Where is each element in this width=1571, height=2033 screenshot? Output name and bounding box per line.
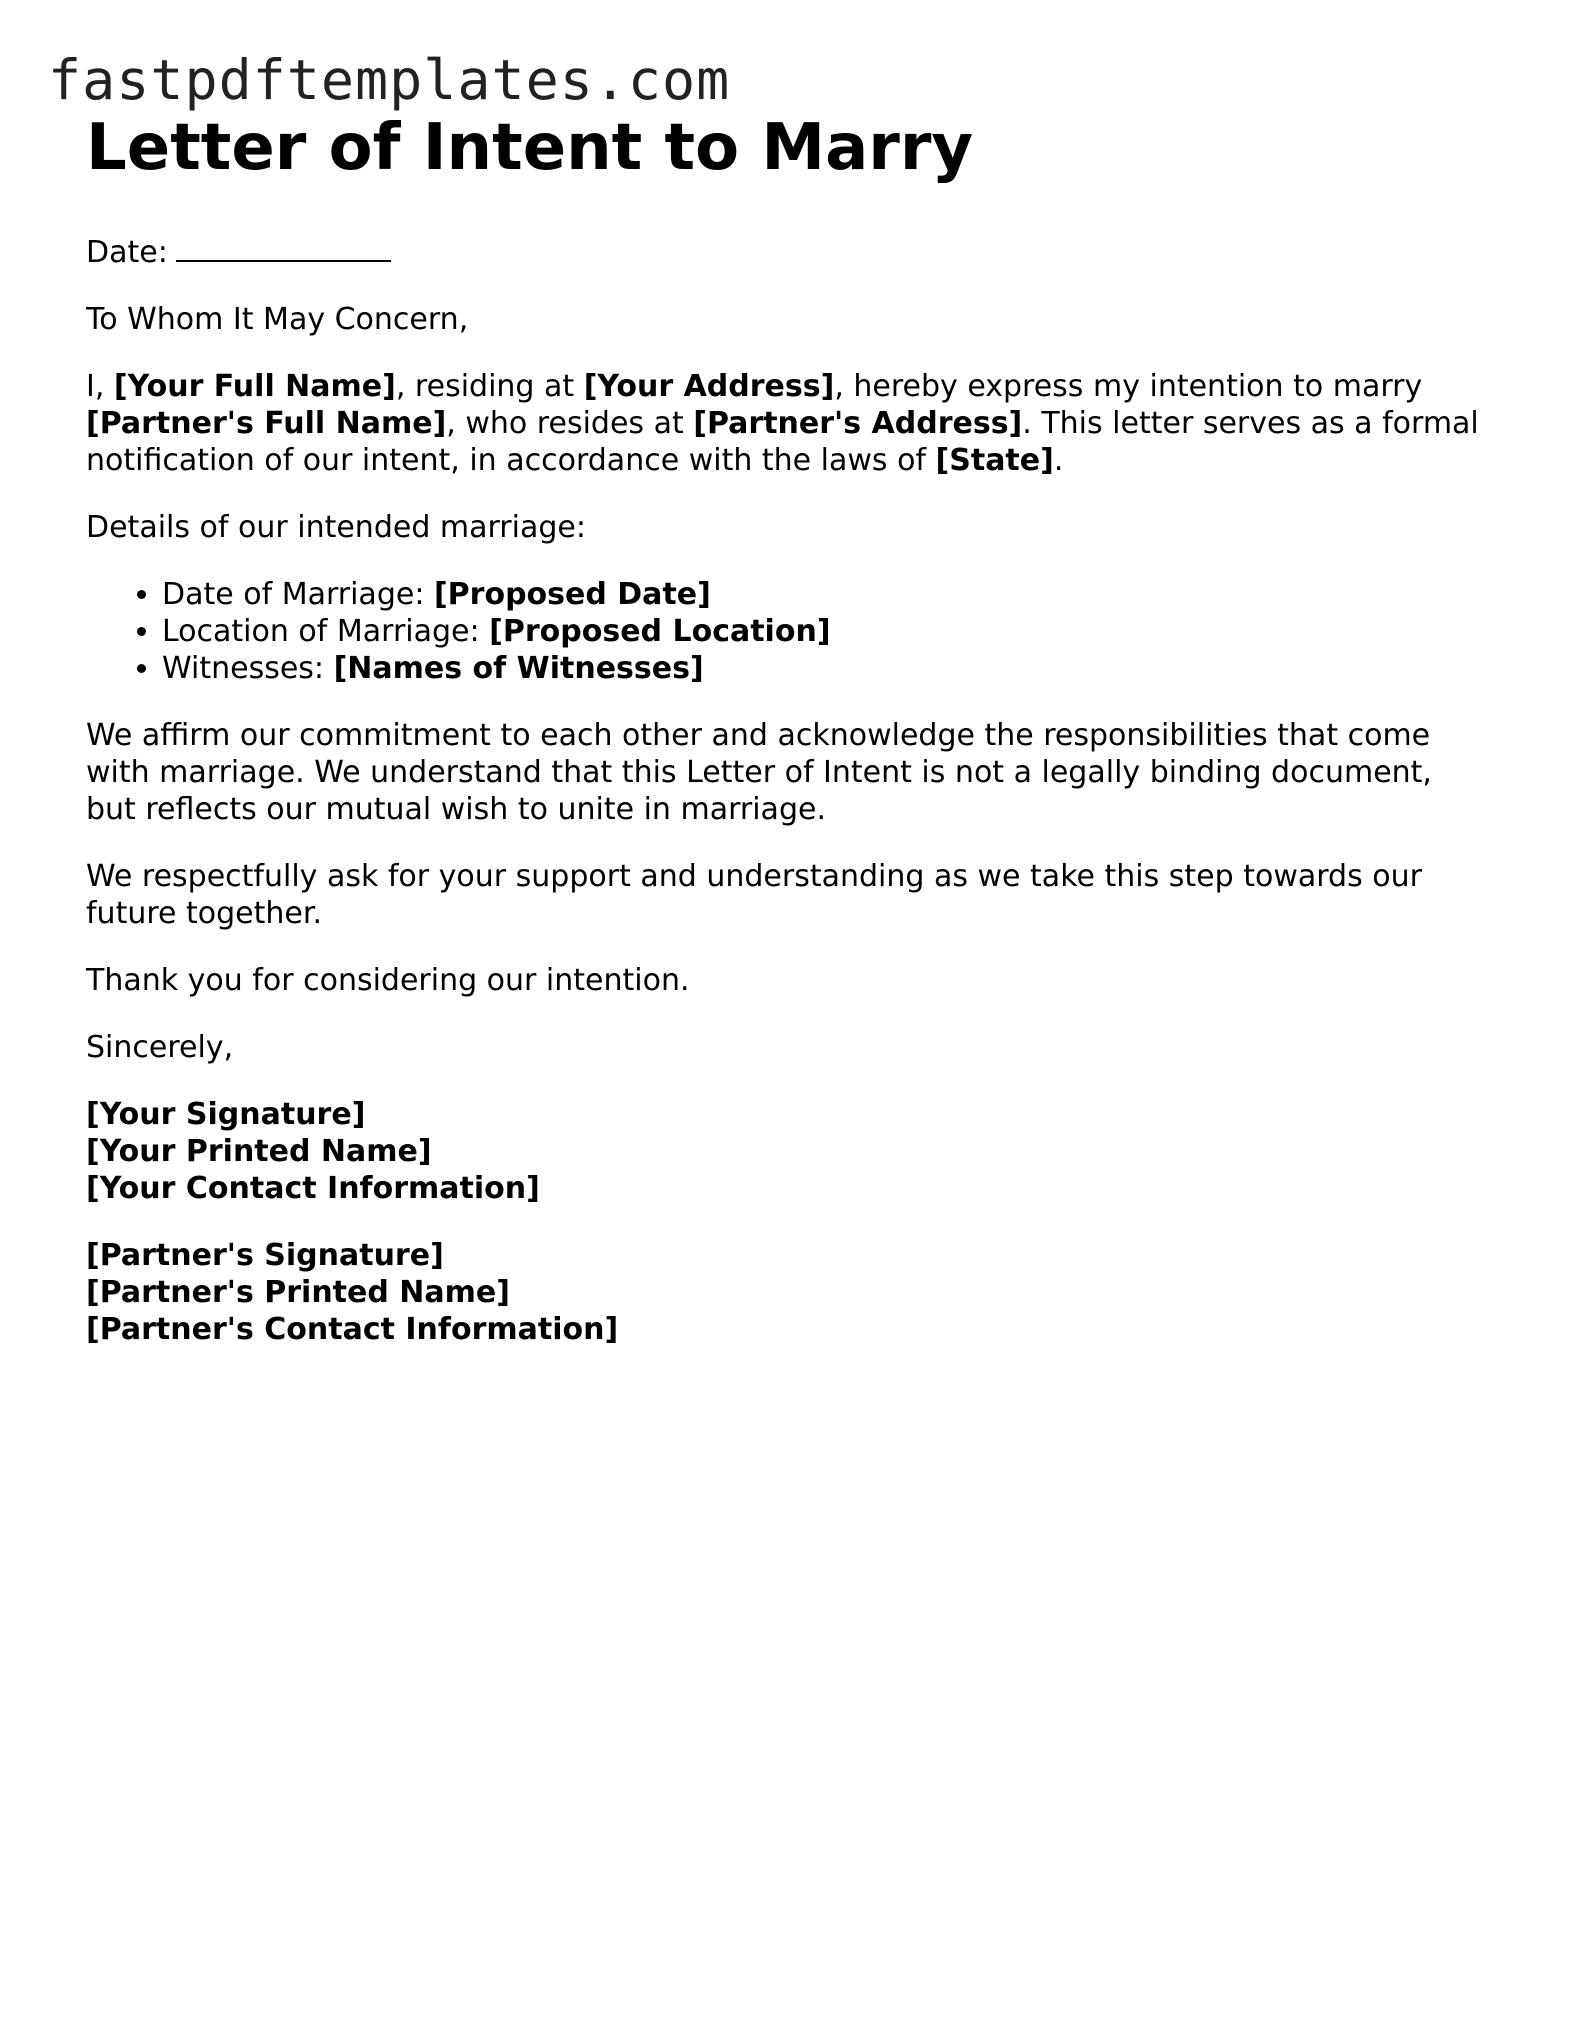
date-label: Date: xyxy=(86,235,168,270)
your-address-field: [Your Address] xyxy=(583,369,835,404)
site-watermark: fastpdftemplates.com xyxy=(48,48,731,112)
thanks-paragraph: Thank you for considering our intention. xyxy=(86,963,690,998)
intro-text-1: I, xyxy=(86,369,114,404)
partner-signature-field: [Partner's Signature] xyxy=(86,1238,444,1273)
list-item xyxy=(162,576,1486,613)
list-item xyxy=(162,613,1486,650)
partner-address-field: [Partner's Address] xyxy=(693,406,1023,441)
page-title: Letter of Intent to Marry xyxy=(86,111,974,185)
partner-signature-block xyxy=(86,1237,1486,1348)
intro-text-2: , residing at xyxy=(395,369,584,404)
proposed-location-field: [Proposed Location] xyxy=(489,614,831,649)
your-printed-name-field: [Your Printed Name] xyxy=(86,1134,432,1169)
intro-paragraph xyxy=(86,368,1486,479)
letter-page xyxy=(86,108,1486,1378)
detail-label: Location of Marriage: xyxy=(162,614,490,649)
your-full-name-field: [Your Full Name] xyxy=(113,369,396,404)
witnesses-field: [Names of Witnesses] xyxy=(333,651,704,686)
list-item xyxy=(162,650,1486,687)
support-paragraph: We respectfully ask for your support and understanding as we take this step towards our future together. xyxy=(86,859,1422,931)
partner-contact-field: [Partner's Contact Information] xyxy=(86,1312,619,1347)
intro-text-6: . xyxy=(1053,443,1064,478)
date-line xyxy=(86,232,1486,271)
date-blank xyxy=(176,232,391,262)
details-list xyxy=(86,576,1486,687)
proposed-date-field: [Proposed Date] xyxy=(433,577,711,612)
state-field: [State] xyxy=(935,443,1054,478)
salutation: To Whom It May Concern, xyxy=(86,302,469,337)
partner-full-name-field: [Partner's Full Name] xyxy=(86,406,447,441)
partner-printed-name-field: [Partner's Printed Name] xyxy=(86,1275,510,1310)
your-signature-field: [Your Signature] xyxy=(86,1097,366,1132)
affirm-paragraph: We affirm our commitment to each other and acknowledge the responsibilities that come with marriage. We understand that this Letter of Intent is not a legally binding document, but reflects our mutual wish to unite in marriage. xyxy=(86,718,1432,827)
closing: Sincerely, xyxy=(86,1030,234,1065)
your-signature-block xyxy=(86,1096,1486,1207)
details-heading: Details of our intended marriage: xyxy=(86,510,586,545)
detail-label: Date of Marriage: xyxy=(162,577,434,612)
intro-text-4: , who resides at xyxy=(446,406,694,441)
intro-text-5: . This letter serves as a formal notification of our intent, in accordance with the laws of xyxy=(86,406,1479,478)
detail-label: Witnesses: xyxy=(162,651,334,686)
intro-text-3: , hereby express my intention to marry xyxy=(834,369,1423,404)
your-contact-field: [Your Contact Information] xyxy=(86,1171,540,1206)
